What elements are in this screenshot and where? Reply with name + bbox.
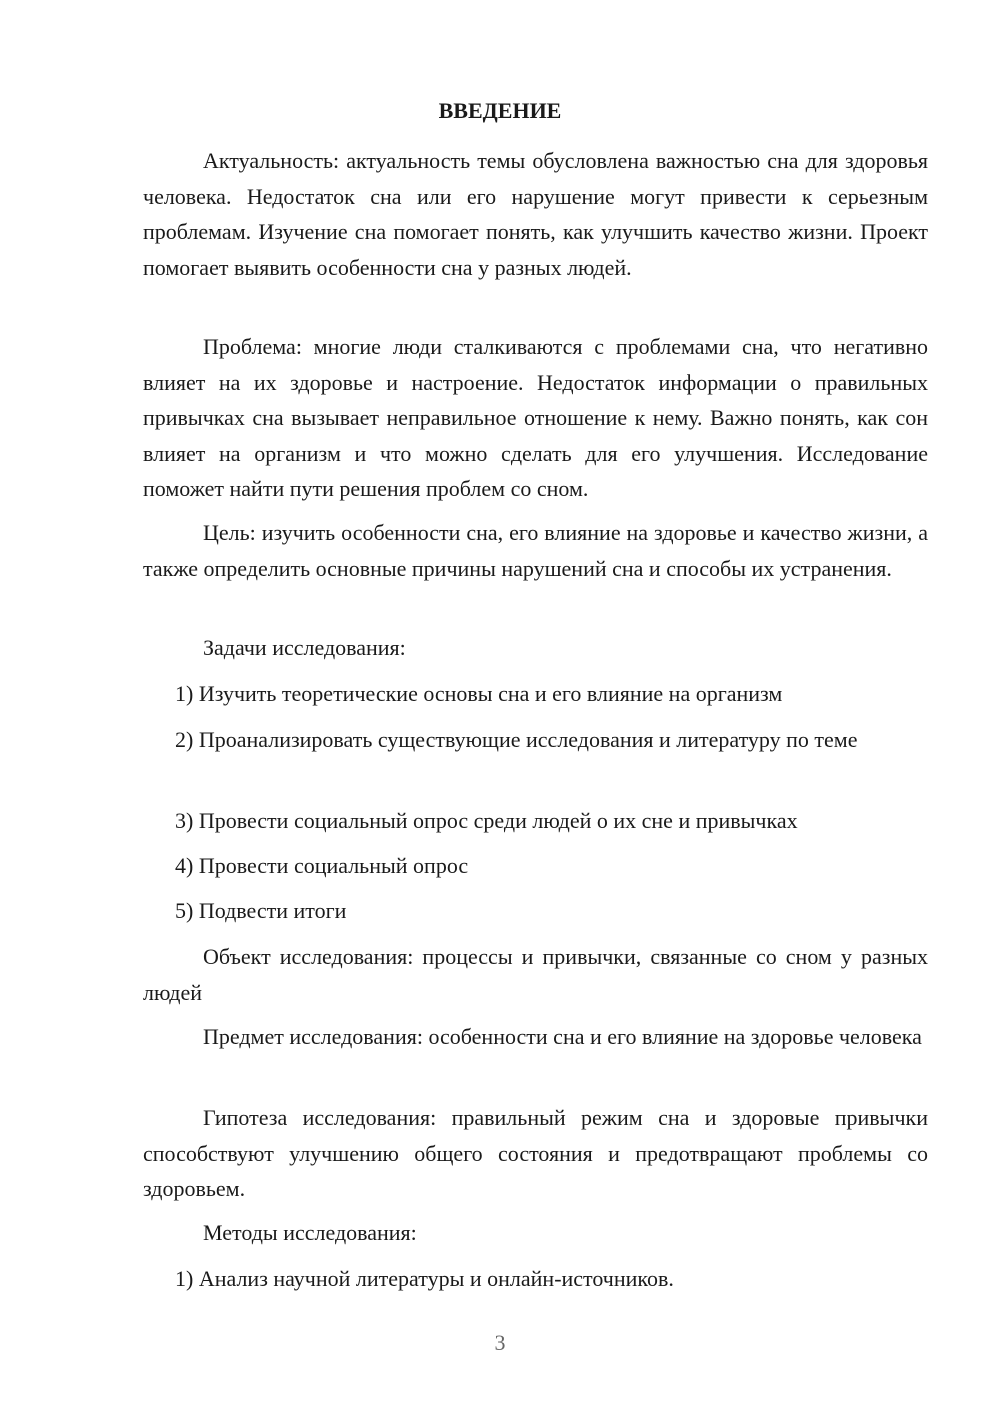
task-item-1: 1) Изучить теоретические основы сна и его влияние на организм (175, 681, 783, 706)
problem-paragraph: Проблема: многие люди сталкиваются с проблемами сна, что негативно влияет на их здоровье и настроение. Недостаток информации о правильных привычках сна вызывает неправильное отношение к нему. Важно понять, как сон влияет на организм и что можно сделать для его улучшения. Исследование поможет найти пути решения проблем со сном. (143, 334, 928, 501)
task-item-3: 3) Провести социальный опрос среди людей о их сне и привычках (175, 808, 798, 833)
hypothesis-paragraph: Гипотеза исследования: правильный режим сна и здоровые привычки способствуют улучшению общего состояния и предотвращают проблемы со здоровьем. (143, 1105, 928, 1201)
task-item-5: 5) Подвести итоги (175, 898, 347, 923)
task-item-4: 4) Провести социальный опрос (175, 853, 469, 878)
page-number: 3 (494, 1330, 506, 1355)
task-item-2: 2) Проанализировать существующие исследования и литературу по теме (175, 727, 858, 752)
goal-paragraph: Цель: изучить особенности сна, его влияние на здоровье и качество жизни, а также определить основные причины нарушений сна и способы их устранения. (143, 520, 928, 581)
methods-heading: Методы исследования: (203, 1220, 417, 1245)
subject-paragraph: Предмет исследования: особенности сна и его влияние на здоровье человека (203, 1024, 922, 1049)
method-item-1: 1) Анализ научной литературы и онлайн-источников. (175, 1266, 674, 1291)
object-paragraph: Объект исследования: процессы и привычки, связанные со сном у разных людей (143, 944, 928, 1005)
tasks-heading: Задачи исследования: (203, 635, 406, 660)
relevance-paragraph: Актуальность: актуальность темы обусловлена важностью сна для здоровья человека. Недостаток сна или его нарушение могут привести к серьезным проблемам. Изучение сна помогает понять, как улучшить качество жизни. Проект помогает выявить особенности сна у разных людей. (143, 148, 928, 280)
page-title: ВВЕДЕНИЕ (438, 98, 562, 123)
